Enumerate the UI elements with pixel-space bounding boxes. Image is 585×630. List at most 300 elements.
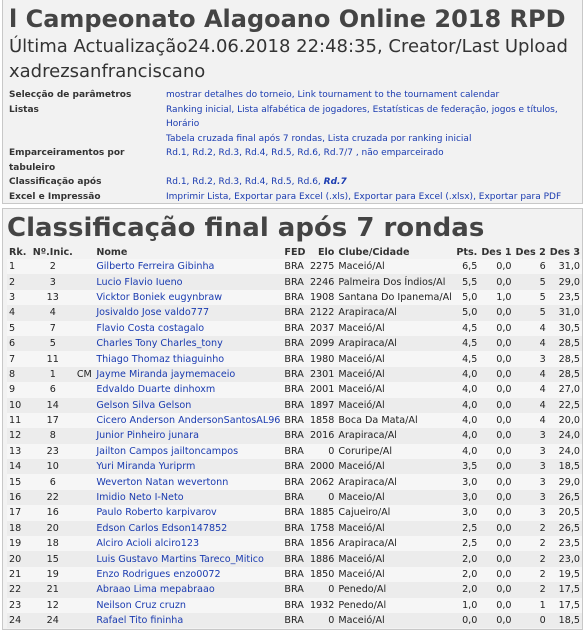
tb1-cell: 0,0 (479, 582, 513, 597)
rank-cell: 5 (7, 321, 31, 336)
table-row (7, 459, 582, 474)
tb3-cell: 24,0 (548, 444, 582, 459)
player-name[interactable]: Luis Gustavo Martins Tareco_Mitico (94, 551, 282, 566)
param-label-selection: Selecção de parâmetros (9, 90, 132, 100)
start-no-cell: 1 (31, 367, 75, 382)
tb2-cell: 1 (514, 598, 548, 613)
points-cell: 3,0 (454, 474, 479, 489)
tb2-cell: 3 (514, 505, 548, 520)
elo-cell: 2301 (308, 367, 336, 382)
param-row-selection (9, 88, 576, 103)
start-no-cell: 8 (31, 428, 75, 443)
start-no-cell: 11 (31, 351, 75, 366)
param-label-classification: Classificação após (9, 177, 102, 187)
tb1-cell: 0,0 (479, 551, 513, 566)
rank-cell: 18 (7, 521, 31, 536)
club-cell: Maceió/Al (336, 259, 453, 274)
tb3-cell: 24,0 (548, 428, 582, 443)
tb1-cell: 0,0 (479, 274, 513, 289)
tb3-cell: 23,5 (548, 536, 582, 551)
title-cell (75, 474, 94, 489)
fed-cell: BRA (282, 321, 308, 336)
col-pts: Pts. (456, 246, 478, 258)
tb2-cell: 3 (514, 351, 548, 366)
points-cell: 5,0 (454, 290, 479, 305)
fed-cell: BRA (282, 551, 308, 566)
tb2-cell: 4 (514, 367, 548, 382)
elo-cell: 2037 (308, 321, 336, 336)
rank-cell: 13 (7, 444, 31, 459)
param-label-excel: Excel e Impressão (9, 191, 101, 202)
tb3-cell: 27,0 (548, 382, 582, 397)
table-row (7, 428, 582, 443)
title-cell (75, 259, 94, 274)
param-row-lists-2 (9, 132, 576, 147)
club-cell: Penedo/Al (336, 582, 453, 597)
club-cell: Maceio/Al (336, 490, 453, 505)
tb2-cell: 5 (514, 290, 548, 305)
rank-cell: 9 (7, 382, 31, 397)
tb3-cell: 28,5 (548, 367, 582, 382)
tb2-cell: 5 (514, 305, 548, 320)
player-name[interactable]: Edvaldo Duarte dinhoxm (94, 382, 282, 397)
club-cell: Maceió/Al (336, 367, 453, 382)
points-cell: 5,0 (454, 305, 479, 320)
fed-cell: BRA (282, 598, 308, 613)
title-cell (75, 382, 94, 397)
tb2-cell: 2 (514, 521, 548, 536)
rank-cell: 11 (7, 413, 31, 428)
tournament-title: l Campeonato Alagoano Online 2018 RPD (9, 5, 566, 33)
fed-cell: BRA (282, 367, 308, 382)
standings-panel (2, 208, 583, 630)
tb1-cell: 0,0 (479, 444, 513, 459)
tb2-cell: 3 (514, 428, 548, 443)
tb1-cell: 0,0 (479, 521, 513, 536)
tb3-cell: 31,0 (548, 259, 582, 274)
title-cell (75, 598, 94, 613)
elo-cell: 0 (308, 490, 336, 505)
player-name[interactable]: Neilson Cruz cruzn (94, 598, 282, 613)
rank-cell: 19 (7, 536, 31, 551)
player-name[interactable]: Paulo Roberto karpivarov (94, 505, 282, 520)
elo-cell: 1856 (308, 536, 336, 551)
title-cell (75, 351, 94, 366)
lists-links[interactable]: Ranking inicial, Lista alfabética de jogadores, Estatísticas de federação, jogos e títulos, Horário (166, 104, 558, 129)
classification-current-round: Rd.7 (323, 177, 347, 187)
tb1-cell: 0,0 (479, 613, 513, 628)
player-name[interactable]: Jayme Miranda jaymemaceio (94, 367, 282, 382)
rank-cell: 24 (7, 613, 31, 628)
club-cell: Boca Da Mata/Al (336, 413, 453, 428)
tb2-cell: 4 (514, 321, 548, 336)
player-name[interactable]: Junior Pinheiro junara (94, 428, 282, 443)
elo-cell: 1885 (308, 505, 336, 520)
player-name[interactable]: Enzo Rodrigues enzo0072 (94, 567, 282, 582)
table-row (7, 613, 582, 628)
title-cell (75, 567, 94, 582)
player-name[interactable]: Gilberto Ferreira Gibinha (94, 259, 282, 274)
tournament-header-panel (2, 0, 583, 204)
points-cell: 0,0 (454, 613, 479, 628)
club-cell: Maceió/Al (336, 351, 453, 366)
elo-cell: 1980 (308, 351, 336, 366)
tb1-cell: 0,0 (479, 598, 513, 613)
club-cell: Maceió/Al (336, 382, 453, 397)
tb3-cell: 23,0 (548, 551, 582, 566)
points-cell: 4,5 (454, 321, 479, 336)
player-name[interactable]: Abraao Lima mepabraao (94, 582, 282, 597)
standings-body (7, 259, 582, 628)
last-update-text: Última Actualização24.06.2018 22:48:35, Creator/Last Upload (9, 36, 568, 57)
rank-cell: 10 (7, 398, 31, 413)
start-no-cell: 4 (31, 305, 75, 320)
title-cell (75, 459, 94, 474)
tb2-cell: 6 (514, 259, 548, 274)
tb2-cell: 3 (514, 444, 548, 459)
club-cell: Santana Do Ipanema/Al (336, 290, 453, 305)
title-cell (75, 613, 94, 628)
rank-cell: 23 (7, 598, 31, 613)
points-cell: 3,0 (454, 505, 479, 520)
points-cell: 4,0 (454, 367, 479, 382)
tb1-cell: 0,0 (479, 305, 513, 320)
tb3-cell: 20,0 (548, 413, 582, 428)
start-no-cell: 24 (31, 613, 75, 628)
player-name[interactable]: Thiago Thomaz thiaguinho (94, 351, 282, 366)
player-name[interactable]: Vicktor Boniek eugynbraw (94, 290, 282, 305)
player-name[interactable]: Alciro Acioli alciro123 (94, 536, 282, 551)
title-cell (75, 582, 94, 597)
tb3-cell: 28,5 (548, 336, 582, 351)
title-cell (75, 490, 94, 505)
tb2-cell: 4 (514, 382, 548, 397)
fed-cell: BRA (282, 305, 308, 320)
club-cell: Arapiraca/Al (336, 305, 453, 320)
player-name[interactable]: Lucio Flavio Iueno (94, 274, 282, 289)
table-row (7, 598, 582, 613)
title-cell (75, 274, 94, 289)
tb2-cell: 2 (514, 551, 548, 566)
fed-cell: BRA (282, 290, 308, 305)
start-no-cell: 20 (31, 521, 75, 536)
club-cell: Maceió/Al (336, 321, 453, 336)
points-cell: 4,0 (454, 382, 479, 397)
tb2-cell: 4 (514, 413, 548, 428)
club-cell: Penedo/Al (336, 598, 453, 613)
rank-cell: 14 (7, 459, 31, 474)
table-row (7, 567, 582, 582)
col-club: Clube/Cidade (338, 246, 410, 258)
classification-round-links[interactable]: Rd.1, Rd.2, Rd.3, Rd.4, Rd.5, Rd.6, (166, 177, 324, 187)
table-row (7, 505, 582, 520)
tb3-cell: 26,5 (548, 521, 582, 536)
tb2-cell: 3 (514, 459, 548, 474)
tb3-cell: 31,0 (548, 305, 582, 320)
tb1-cell: 0,0 (479, 382, 513, 397)
tb1-cell: 0,0 (479, 428, 513, 443)
player-name[interactable]: Cicero Anderson AndersonSantosAL96 (94, 413, 282, 428)
start-no-cell: 16 (31, 505, 75, 520)
points-cell: 4,0 (454, 413, 479, 428)
tb2-cell: 5 (514, 274, 548, 289)
start-no-cell: 15 (31, 551, 75, 566)
player-name[interactable]: Edson Carlos Edson147852 (94, 521, 282, 536)
start-no-cell: 10 (31, 459, 75, 474)
col-name: Nome (96, 246, 128, 258)
table-row (7, 367, 582, 382)
col-tb2: Des 2 (515, 246, 546, 258)
points-cell: 6,5 (454, 259, 479, 274)
points-cell: 4,0 (454, 428, 479, 443)
club-cell: Palmeira Dos Índios/Al (336, 274, 453, 289)
tb2-cell: 4 (514, 398, 548, 413)
fed-cell: BRA (282, 336, 308, 351)
table-row (7, 351, 582, 366)
param-row-excel (9, 190, 576, 205)
tb1-cell: 0,0 (479, 567, 513, 582)
rank-cell: 3 (7, 290, 31, 305)
standings-title: Classificação final após 7 rondas (7, 213, 485, 243)
tb3-cell: 29,0 (548, 474, 582, 489)
start-no-cell: 6 (31, 382, 75, 397)
elo-cell: 2099 (308, 336, 336, 351)
title-cell (75, 551, 94, 566)
selection-links[interactable]: mostrar detalhes do torneio, Link tournament to the tournament calendar (166, 90, 500, 100)
club-cell: Cajueiro/Al (336, 505, 453, 520)
rank-cell: 7 (7, 351, 31, 366)
title-cell: CM (75, 367, 94, 382)
start-no-cell: 2 (31, 259, 75, 274)
tb1-cell: 1,0 (479, 290, 513, 305)
player-name[interactable]: Yuri Miranda Yuriprm (94, 459, 282, 474)
fed-cell: BRA (282, 259, 308, 274)
tb3-cell: 29,0 (548, 274, 582, 289)
title-cell (75, 521, 94, 536)
fed-cell: BRA (282, 613, 308, 628)
elo-cell: 0 (308, 582, 336, 597)
table-row (7, 413, 582, 428)
start-no-cell: 19 (31, 567, 75, 582)
club-cell: Maceió/Al (336, 551, 453, 566)
tb3-cell: 19,5 (548, 567, 582, 582)
points-cell: 2,0 (454, 582, 479, 597)
standings-header-row (7, 245, 582, 259)
elo-cell: 2275 (308, 259, 336, 274)
club-cell: Maceió/Al (336, 567, 453, 582)
start-no-cell: 21 (31, 582, 75, 597)
title-cell (75, 305, 94, 320)
title-cell (75, 398, 94, 413)
tb2-cell: 2 (514, 536, 548, 551)
elo-cell: 2000 (308, 459, 336, 474)
tb2-cell: 3 (514, 474, 548, 489)
title-cell (75, 336, 94, 351)
col-tb3: Des 3 (549, 246, 580, 258)
table-row (7, 398, 582, 413)
elo-cell: 0 (308, 444, 336, 459)
param-row-lists (9, 103, 576, 132)
player-name[interactable]: Imidio Neto I-Neto (94, 490, 282, 505)
elo-cell: 1858 (308, 413, 336, 428)
club-cell: Arapiraca/Al (336, 536, 453, 551)
table-row (7, 336, 582, 351)
tb3-cell: 20,5 (548, 505, 582, 520)
player-name[interactable]: Josivaldo Jose valdo777 (94, 305, 282, 320)
standings-table (7, 245, 582, 628)
rank-cell: 17 (7, 505, 31, 520)
col-rank: Rk. (9, 246, 27, 258)
rank-cell: 1 (7, 259, 31, 274)
elo-cell: 1897 (308, 398, 336, 413)
tb3-cell: 23,5 (548, 290, 582, 305)
tb2-cell: 2 (514, 582, 548, 597)
param-label-lists: Listas (9, 104, 39, 115)
tb1-cell: 0,0 (479, 321, 513, 336)
player-name[interactable]: Weverton Natan wevertonn (94, 474, 282, 489)
tb3-cell: 18,5 (548, 613, 582, 628)
tb3-cell: 26,5 (548, 490, 582, 505)
start-no-cell: 6 (31, 474, 75, 489)
player-name[interactable]: Rafael Tito fininha (94, 613, 282, 628)
fed-cell: BRA (282, 274, 308, 289)
col-title (75, 245, 94, 259)
rank-cell: 2 (7, 274, 31, 289)
points-cell: 4,5 (454, 351, 479, 366)
elo-cell: 1932 (308, 598, 336, 613)
crosstable-links[interactable]: Tabela cruzada final após 7 rondas, Lista cruzada por ranking inicial (166, 133, 472, 144)
table-row (7, 444, 582, 459)
title-cell (75, 290, 94, 305)
club-cell: Arapiraca/Al (336, 336, 453, 351)
title-cell (75, 321, 94, 336)
points-cell: 4,0 (454, 398, 479, 413)
rank-cell: 20 (7, 551, 31, 566)
table-row (7, 521, 582, 536)
table-row (7, 321, 582, 336)
fed-cell: BRA (282, 382, 308, 397)
fed-cell: BRA (282, 567, 308, 582)
start-no-cell: 13 (31, 290, 75, 305)
title-cell (75, 428, 94, 443)
rank-cell: 22 (7, 582, 31, 597)
elo-cell: 2122 (308, 305, 336, 320)
title-cell (75, 444, 94, 459)
tb3-cell: 18,5 (548, 459, 582, 474)
tb3-cell: 17,5 (548, 598, 582, 613)
player-name[interactable]: Gelson Silva Gelson (94, 398, 282, 413)
col-tb1: Des 1 (481, 246, 512, 258)
club-cell: Arapiraca/Al (336, 428, 453, 443)
col-fed: FED (284, 246, 306, 258)
points-cell: 4,5 (454, 336, 479, 351)
elo-cell: 1850 (308, 567, 336, 582)
tb1-cell: 0,0 (479, 367, 513, 382)
col-elo: Elo (317, 246, 335, 258)
table-row (7, 536, 582, 551)
tb2-cell: 4 (514, 336, 548, 351)
club-cell: Maceió/Al (336, 521, 453, 536)
points-cell: 4,0 (454, 444, 479, 459)
tb2-cell: 0 (514, 613, 548, 628)
fed-cell: BRA (282, 413, 308, 428)
rank-cell: 6 (7, 336, 31, 351)
elo-cell: 1758 (308, 521, 336, 536)
points-cell: 2,5 (454, 536, 479, 551)
points-cell: 2,5 (454, 521, 479, 536)
fed-cell: BRA (282, 428, 308, 443)
elo-cell: 1886 (308, 551, 336, 566)
tb1-cell: 0,0 (479, 459, 513, 474)
tb1-cell: 0,0 (479, 505, 513, 520)
table-row (7, 259, 582, 274)
fed-cell: BRA (282, 474, 308, 489)
tb3-cell: 22,5 (548, 398, 582, 413)
rank-cell: 15 (7, 474, 31, 489)
tb1-cell: 0,0 (479, 336, 513, 351)
tb1-cell: 0,0 (479, 259, 513, 274)
rank-cell: 16 (7, 490, 31, 505)
points-cell: 3,5 (454, 459, 479, 474)
elo-cell: 2062 (308, 474, 336, 489)
title-cell (75, 536, 94, 551)
tb3-cell: 17,5 (548, 582, 582, 597)
start-no-cell: 23 (31, 444, 75, 459)
tb1-cell: 0,0 (479, 536, 513, 551)
fed-cell: BRA (282, 521, 308, 536)
start-no-cell: 14 (31, 398, 75, 413)
classification-links (166, 175, 576, 190)
rank-cell: 4 (7, 305, 31, 320)
tb2-cell: 2 (514, 567, 548, 582)
start-no-cell: 3 (31, 274, 75, 289)
uploader-name: xadrezsanfranciscano (9, 61, 206, 82)
start-no-cell: 18 (31, 536, 75, 551)
table-row (7, 474, 582, 489)
start-no-cell: 7 (31, 321, 75, 336)
fed-cell: BRA (282, 490, 308, 505)
club-cell: Maceió/Al (336, 459, 453, 474)
fed-cell: BRA (282, 351, 308, 366)
title-cell (75, 505, 94, 520)
player-name[interactable]: Jailton Campos jailtoncampos (94, 444, 282, 459)
table-row (7, 582, 582, 597)
fed-cell: BRA (282, 444, 308, 459)
export-links[interactable]: Imprimir Lista, Exportar para Excel (.xls), Exportar para Excel (.xlsx), Exportar para PDF (166, 191, 562, 202)
start-no-cell: 12 (31, 598, 75, 613)
tb1-cell: 0,0 (479, 490, 513, 505)
club-cell: Coruripe/Al (336, 444, 453, 459)
param-row-pairings (9, 146, 576, 175)
param-label-pairings: Emparceiramentos por tabuleiro (9, 148, 125, 173)
title-cell (75, 413, 94, 428)
tb1-cell: 0,0 (479, 351, 513, 366)
points-cell: 1,0 (454, 598, 479, 613)
pairings-links[interactable]: Rd.1, Rd.2, Rd.3, Rd.4, Rd.5, Rd.6, Rd.7/7 , não emparceirado (166, 148, 444, 158)
fed-cell: BRA (282, 582, 308, 597)
start-no-cell: 17 (31, 413, 75, 428)
club-cell: Maceió/Al (336, 398, 453, 413)
tb3-cell: 30,5 (548, 321, 582, 336)
player-name[interactable]: Charles Tony Charles_tony (94, 336, 282, 351)
table-row (7, 290, 582, 305)
tb3-cell: 28,5 (548, 351, 582, 366)
rank-cell: 8 (7, 367, 31, 382)
elo-cell: 1908 (308, 290, 336, 305)
elo-cell: 2016 (308, 428, 336, 443)
start-no-cell: 22 (31, 490, 75, 505)
player-name[interactable]: Flavio Costa costagalo (94, 321, 282, 336)
